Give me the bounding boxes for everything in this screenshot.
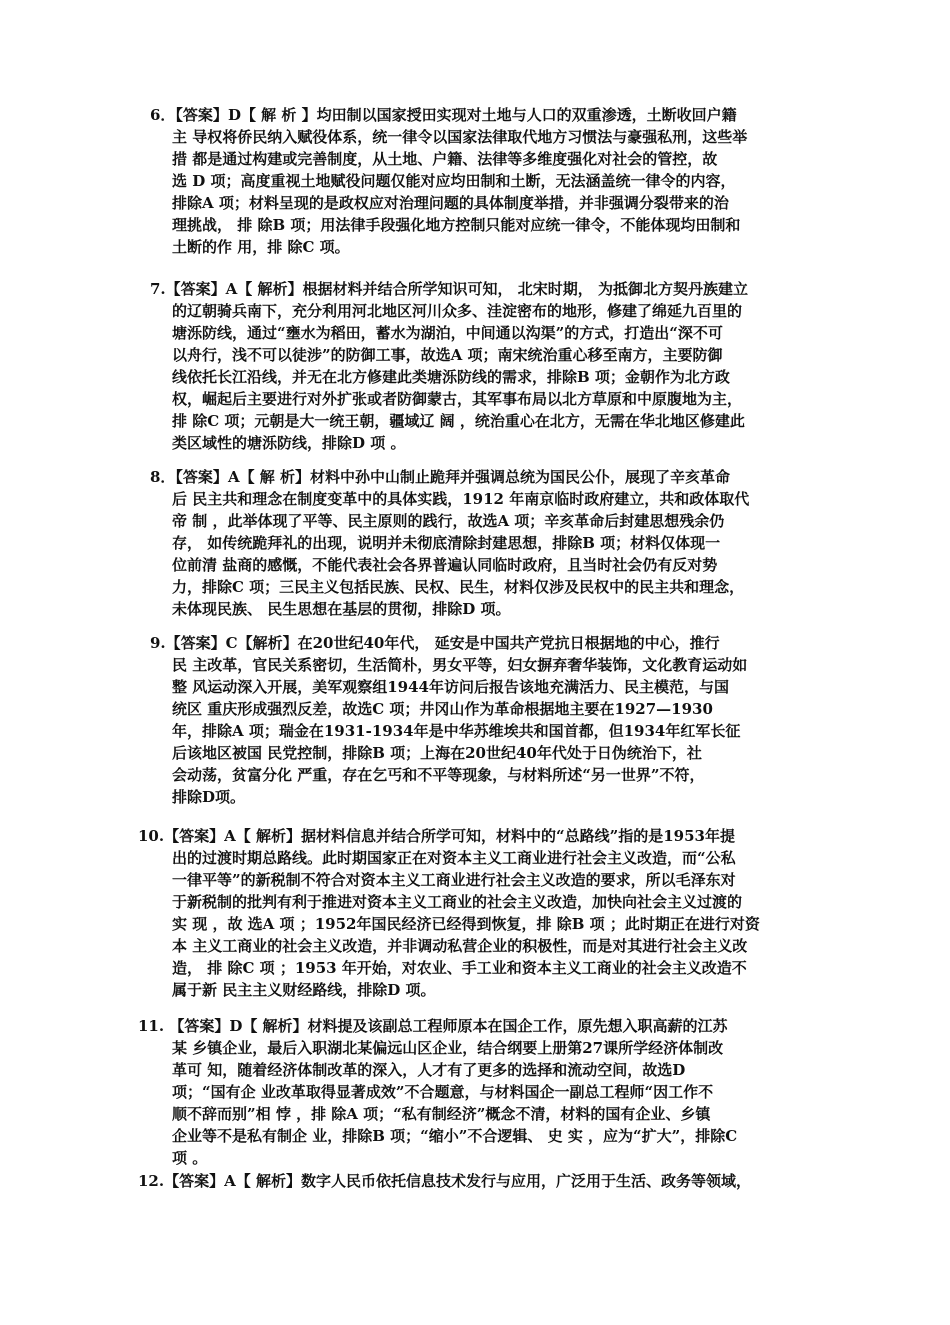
answer-line: 统区 重庆形成强烈反差，故选C 项；井冈山作为革命根据地主要在1927—1930 <box>172 700 713 718</box>
answer-line: 于新税制的批判有利于推进对资本主义工商业的社会主义改造，加快向社会主义过渡的 <box>172 893 743 911</box>
answer-line: 企业等不是私有制企 业，排除B 项；“缩小”不合逻辑、 史 实 ，应为“扩大”，排除C <box>172 1127 738 1145</box>
answer-line: 整 风运动深入开展，美军观察组1944年访问后报告该地充满活力、民主模范，与国 <box>172 678 729 696</box>
answer-line: 实 现 ，故 选A 项 ；1952年国民经济已经得到恢复，排 除B 项 ；此时期正在进行对资 <box>172 915 760 933</box>
answer-line: 顺不辞而别”相 悖 ，排 除A 项；“私有制经济”概念不清，材料的国有企业、乡镇 <box>172 1105 711 1123</box>
answer-line: 一律平等”的新税制不符合对资本主义工商业进行社会主义改造的要求，所以毛泽东对 <box>172 871 736 889</box>
answer-item-7 <box>150 278 810 454</box>
answer-line: 塘泺防线，通过“壅水为稻田，蓄水为湖泊，中间通以沟渠”的方式，打造出“深不可 <box>172 324 723 342</box>
answer-line: 7.【答案】A【 解析】根据材料并结合所学知识可知， 北宋时期， 为抵御北方契丹族建立 <box>150 280 748 298</box>
answer-line: 11. 【答案】D【 解析】材料提及该副总工程师原本在国企工作，原先想入职高薪的江苏 <box>138 1017 728 1035</box>
answer-line: 出的过渡时期总路线。此时期国家正在对资本主义工商业进行社会主义改造，而“公私 <box>172 849 736 867</box>
answer-line: 帝 制 ，此举体现了平等、民主原则的践行，故选A 项；辛亥革命后封建思想残余仍 <box>172 512 725 530</box>
answer-line: 土断的作 用，排 除C 项。 <box>172 238 350 256</box>
answer-line: 造， 排 除C 项 ；1953 年开始，对农业、手工业和资本主义工商业的社会主义改造不 <box>172 959 747 977</box>
answer-item-6 <box>150 104 810 258</box>
answer-line: 8．【答案】A【 解 析】材料中孙中山制止跪拜并强调总统为国民公仆，展现了辛亥革命 <box>150 468 731 486</box>
answer-line: 后 民主共和理念在制度变革中的具体实践，1912 年南京临时政府建立，共和政体取代 <box>172 490 750 508</box>
answer-line: 未体现民族、 民生思想在基层的贯彻，排除D 项。 <box>172 600 511 618</box>
answer-line: 理挑战， 排 除B 项；用法律手段强化地方控制只能对应统一律令，不能体现均田制和 <box>172 216 741 234</box>
answer-line: 项；“国有企 业改革取得显著成效”不合题意，与材料国企一副总工程师“因工作不 <box>172 1083 714 1101</box>
answer-line: 项 。 <box>172 1149 208 1167</box>
answer-item-10 <box>138 825 810 1001</box>
answer-item-12 <box>138 1170 810 1192</box>
answer-line: 力，排除C 项；三民主义包括民族、民权、民生，材料仅涉及民权中的民主共和理念， <box>172 578 745 596</box>
answer-line: 9.【答案】C【解析】在20世纪40年代， 延安是中国共产党抗日根据地的中心，推行 <box>150 634 720 652</box>
answer-line: 的辽朝骑兵南下，充分利用河北地区河川众多、洼淀密布的地形，修建了绵延九百里的 <box>172 302 743 320</box>
answer-line: 排 除C 项；元朝是大一统王朝，疆域辽 阔 ，统治重心在北方，无需在华北地区修建此 <box>172 412 745 430</box>
answer-line: 6．【答案】D【 解 析 】均田制以国家授田实现对土地与人口的双重渗透，土断收回户籍 <box>150 106 737 124</box>
answer-line: 革可 知，随着经济体制改革的深入，人才有了更多的选择和流动空间，故选D <box>172 1061 686 1079</box>
answer-item-8 <box>150 466 810 620</box>
answer-line: 民 主改革，官民关系密切，生活简朴，男女平等，妇女摒弃奢华装饰，文化教育运动如 <box>172 656 748 674</box>
answer-line: 存， 如传统跪拜礼的出现，说明并未彻底清除封建思想，排除B 项；材料仅体现一 <box>172 534 721 552</box>
answer-line: 12.【答案】A【 解析】数字人民币依托信息技术发行与应用，广泛用于生活、政务等领域， <box>138 1172 751 1190</box>
answer-line: 年，排除A 项；瑞金在1931-1934年是中华苏维埃共和国首都，但1934年红军长征 <box>172 722 741 740</box>
answer-line: 后该地区被国 民党控制，排除B 项；上海在20世纪40年代处于日伪统治下，社 <box>172 744 702 762</box>
answer-line: 本 主义工商业的社会主义改造，并非调动私营企业的积极性，而是对其进行社会主义改 <box>172 937 748 955</box>
answer-line: 排除D项。 <box>172 788 246 806</box>
answer-line: 某 乡镇企业，最后入职湖北某偏远山区企业，结合纲要上册第27课所学经济体制改 <box>172 1039 724 1057</box>
answer-line: 排除A 项；材料呈现的是政权应对治理问题的具体制度举措，并非强调分裂带来的治 <box>172 194 729 212</box>
answer-line: 位前清 盐商的感慨，不能代表社会各界普遍认同临时政府，且当时社会仍有反对势 <box>172 556 718 574</box>
answer-line: 10.【答案】A【 解析】据材料信息并结合所学可知，材料中的“总路线”指的是1953年提 <box>138 827 735 845</box>
answer-line: 属于新 民主主义财经路线，排除D 项。 <box>172 981 436 999</box>
answer-line: 主 导权将侨民纳入赋役体系，统一律令以国家法律取代地方习惯法与豪强私刑，这些举 <box>172 128 748 146</box>
answer-line: 措 都是通过构建或完善制度，从土地、户籍、法律等多维度强化对社会的管控，故 <box>172 150 718 168</box>
answer-line: 会动荡，贫富分化 严重，存在乞丐和不平等现象，与材料所述“另一世界”不符， <box>172 766 705 784</box>
answer-item-11 <box>138 1015 810 1169</box>
answer-line: 线依托长江沿线，并无在北方修建此类塘泺防线的需求，排除B 项；金朝作为北方政 <box>172 368 730 386</box>
answer-line: 权，崛起后主要进行对外扩张或者防御蒙古，其军事布局以北方草原和中原腹地为主， <box>172 390 743 408</box>
answer-line: 类区域性的塘泺防线，排除D 项 。 <box>172 434 406 452</box>
answer-item-9 <box>150 632 810 808</box>
answer-line: 以舟行，浅不可以徒涉”的防御工事，故选A 项；南宋统治重心移至南方，主要防御 <box>172 346 723 364</box>
answer-line: 选 D 项；高度重视土地赋役问题仅能对应均田制和土断，无法涵盖统一律令的内容， <box>172 172 736 190</box>
